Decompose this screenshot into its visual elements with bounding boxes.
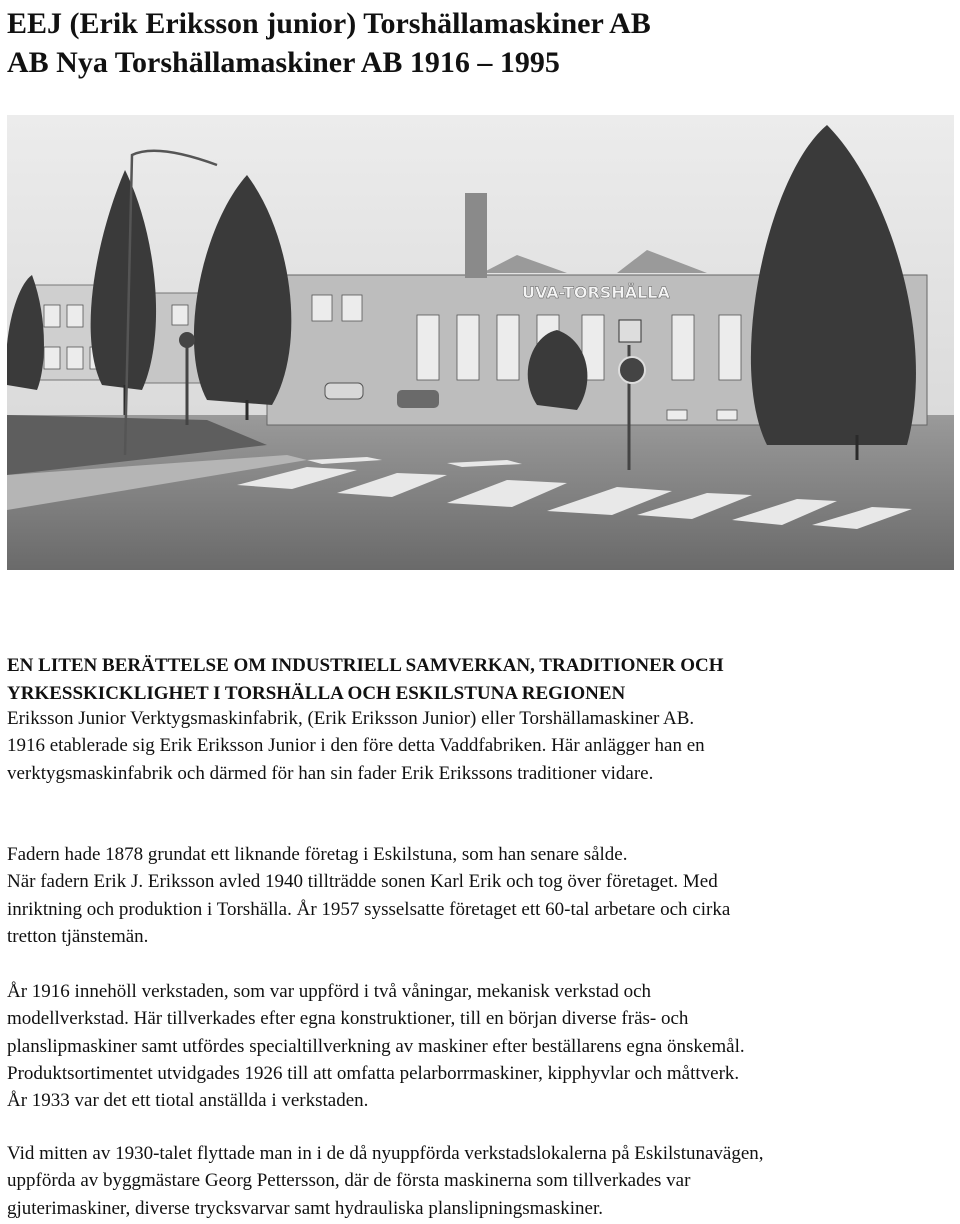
- paragraph-line: verktygsmaskinfabrik och därmed för han sin fader Erik Erikssons traditioner vidare.: [7, 762, 654, 784]
- paragraph-line: 1916 etablerade sig Erik Eriksson Junior i den före detta Vaddfabriken. Här anlägger han en: [7, 735, 705, 757]
- paragraph-line: Produktsortimentet utvidgades 1926 till att omfatta pelarborrmaskiner, kipphyvlar och måttverk.: [7, 1062, 740, 1084]
- document-title: [7, 4, 651, 82]
- paragraph-line: År 1933 var det ett tiotal anställda i verkstaden.: [7, 1090, 369, 1112]
- heading-line-1: EN LITEN BERÄTTELSE OM INDUSTRIELL SAMVERKAN, TRADITIONER OCH: [7, 655, 724, 676]
- factory-photo: [7, 115, 954, 570]
- paragraph-line: tretton tjänstemän.: [7, 925, 149, 947]
- paragraph-line: uppförda av byggmästare Georg Pettersson, där de första maskinerna som tillverkades var: [7, 1170, 691, 1192]
- factory-photo-illustration: [7, 115, 954, 570]
- paragraph-line: Eriksson Junior Verktygsmaskinfabrik, (Erik Eriksson Junior) eller Torshällamaskiner AB.: [7, 708, 695, 729]
- paragraph-line: gjuterimaskiner, diverse trycksvarvar samt hydrauliska planslipningsmaskiner.: [7, 1197, 604, 1219]
- paragraph-line: inriktning och produktion i Torshälla. År 1957 sysselsatte företaget ett 60-tal arbetare och cirka: [7, 898, 731, 920]
- paragraph-line: planslipmaskiner samt utfördes specialtillverkning av maskiner efter beställarens egna önskemål.: [7, 1035, 745, 1057]
- paragraph-3: [7, 978, 745, 1114]
- paragraph-2: [7, 841, 730, 950]
- section-heading: [7, 652, 724, 708]
- paragraph-4: [7, 1140, 764, 1222]
- paragraph-line: Vid mitten av 1930-talet flyttade man in i de då nyuppförda verkstadslokalerna på Eskilstunavägen,: [7, 1143, 764, 1164]
- title-line-2: AB Nya Torshällamaskiner AB 1916 – 1995: [7, 46, 560, 79]
- paragraph-line: År 1916 innehöll verkstaden, som var uppförd i två våningar, mekanisk verkstad och: [7, 981, 652, 1002]
- title-line-1: EEJ (Erik Eriksson junior) Torshällamaskiner AB: [7, 7, 651, 40]
- heading-line-2: YRKESSKICKLIGHET I TORSHÄLLA OCH ESKILSTUNA REGIONEN: [7, 683, 626, 704]
- paragraph-line: Fadern hade 1878 grundat ett liknande företag i Eskilstuna, som han senare sålde.: [7, 844, 628, 865]
- paragraph-line: När fadern Erik J. Eriksson avled 1940 tillträdde sonen Karl Erik och tog över företaget. Med: [7, 871, 718, 893]
- paragraph-line: modellverkstad. Här tillverkades efter egna konstruktioner, till en början diverse fräs- och: [7, 1008, 689, 1030]
- factory-sign-text: UVA-TORSHÄLLA: [522, 283, 670, 302]
- paragraph-1: [7, 705, 705, 787]
